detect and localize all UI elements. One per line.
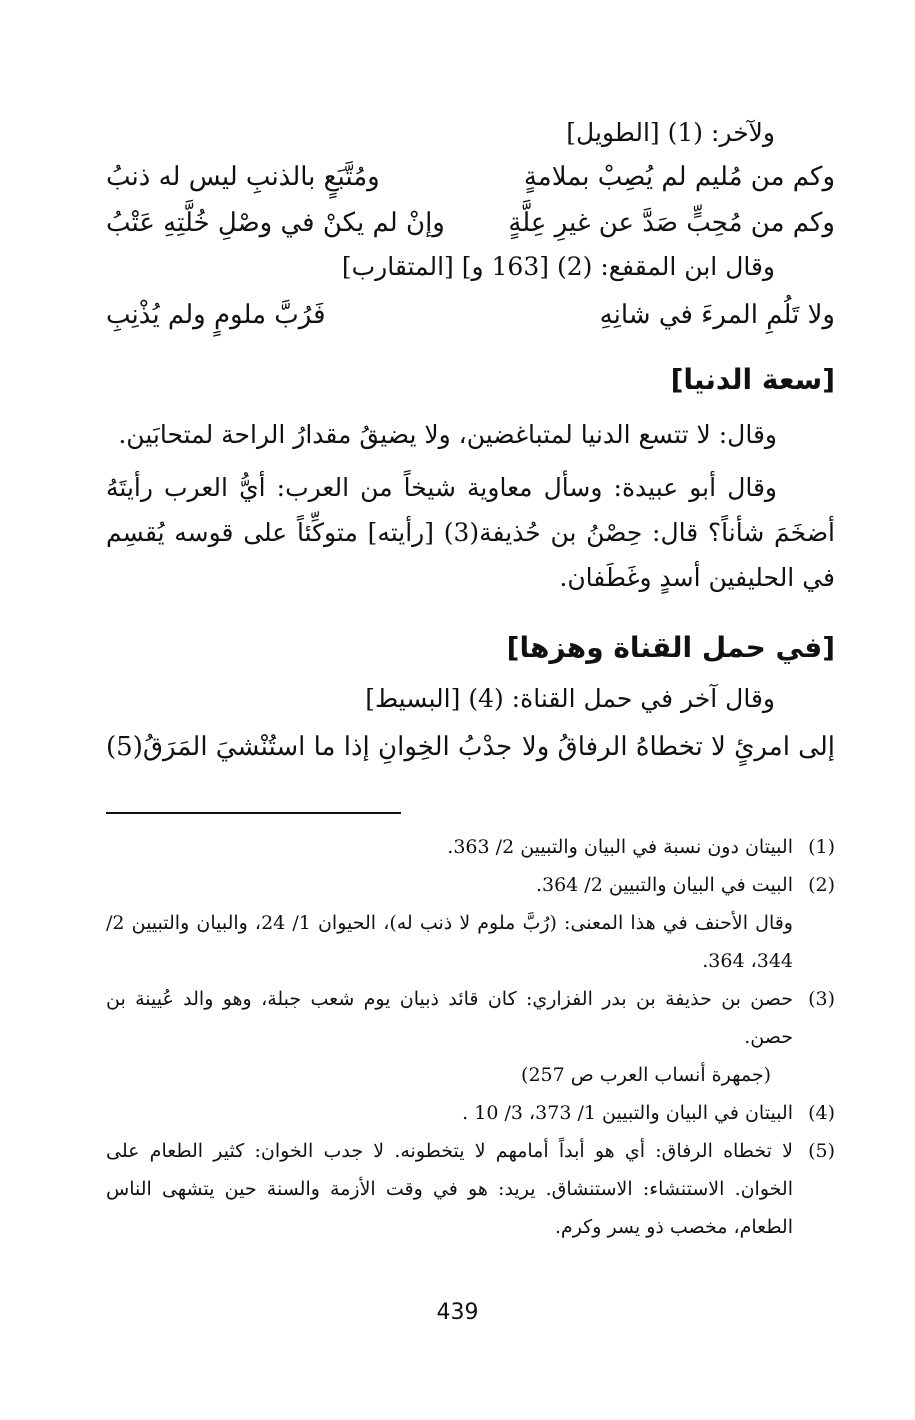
verse-hemistich-left: ومُتَّبَعٍ بالذنبِ ليس له ذنبُ	[106, 162, 380, 192]
verse-hemistich-right: إلى امرئٍ لا تخطاهُ الرفاقُ ولا	[521, 732, 835, 762]
footnote-separator	[106, 812, 401, 814]
footnote-continuation	[106, 904, 835, 980]
footnote	[106, 1132, 835, 1246]
footnote	[106, 866, 835, 904]
footnotes	[106, 828, 835, 1246]
verse-line-4	[106, 724, 835, 770]
verse-hemistich-left: فَرُبَّ ملومٍ ولم يُذْنِبِ	[106, 300, 326, 330]
footnote-text: لا تخطاه الرفاق: أي هو أبداً أمامهم لا يتخطونه. لا جدب الخوان: كثير الطعام على الخوان. الاستنشاء: الاستنشاق. يريد: هو في وقت الأزمة والسنة حين يتشهى الناس الطعام، مخصب ذو يسر وكرم.	[106, 1140, 793, 1238]
verse-hemistich-left: وإنْ لم يكنْ في وصْلِ خُلَّتِهِ عَتْبُ	[106, 208, 445, 238]
footnote-text: البيتان في البيان والتبيين 1/ 373، 3/ 10 .	[462, 1102, 793, 1124]
section-heading-1: [سعة الدنيا]	[670, 363, 835, 396]
footnote-number: (4)	[808, 1102, 835, 1124]
verse-line-1	[106, 154, 835, 200]
paragraph-1: وقال: لا تتسع الدنيا لمتباغضين، ولا يضيقُ مقدارُ الراحة لمتحابَين.	[118, 420, 777, 449]
footnote	[106, 828, 835, 866]
footnote-text: وقال الأحنف في هذا المعنى: (رُبَّ ملوم لا ذنب له)، الحيوان 1/ 24، والبيان والتبيين 2/ 344، 364.	[106, 912, 793, 972]
verse-hemistich-right: ولا تَلُمِ المرءَ في شانِهِ	[599, 300, 835, 330]
footnote-text: البيت في البيان والتبيين 2/ 364.	[535, 874, 793, 896]
footnote-number: (1)	[808, 836, 835, 858]
page-number: 439	[436, 1300, 479, 1325]
verse-intro-2: وقال ابن المقفع: (2) [163 و] [المتقارب]	[341, 252, 775, 281]
verse-line-2	[106, 200, 835, 246]
footnote	[106, 1094, 835, 1132]
footnote-text: (جمهرة أنساب العرب ص 257)	[521, 1064, 771, 1086]
verse-hemistich-right: وكم من مُليم لم يُصِبْ بملامةٍ	[523, 162, 835, 192]
verse-hemistich-right: وكم من مُحِبٍّ صَدَّ عن غيرِ عِلَّةٍ	[508, 208, 835, 238]
section-heading-2: [في حمل القناة وهزها]	[506, 631, 835, 664]
footnote-reference	[106, 1056, 835, 1094]
verse-intro-1: ولآخر: (1) [الطويل]	[566, 118, 775, 147]
footnote-number: (3)	[808, 988, 835, 1010]
footnote-number: (5)	[808, 1140, 835, 1162]
verse-hemistich-left: جدْبُ الخِوانِ إذا ما استُنْشيَ المَرَقُ(5)	[106, 732, 513, 762]
verse-intro-3: وقال آخر في حمل القناة: (4) [البسيط]	[365, 684, 775, 713]
footnote	[106, 980, 835, 1056]
footnote-number: (2)	[808, 874, 835, 896]
footnote-text: البيتان دون نسبة في البيان والتبيين 2/ 363.	[447, 836, 793, 858]
footnote-text: حصن بن حذيفة بن بدر الفزاري: كان قائد ذبيان يوم شعب جبلة، وهو والد عُيينة بن حصن.	[106, 988, 793, 1048]
verse-line-3	[106, 292, 835, 338]
paragraph-2: وقال أبو عبيدة: وسأل معاوية شيخاً من العرب: أيُّ العرب رأيتَهُ أضخَمَ شأناً؟ قال: حِصْنُ بن حُذيفة(3) [رأيته] متوكِّئاً على قوسه يُقسِم في الحليفين أسدٍ وغَطَفان.	[106, 473, 835, 592]
